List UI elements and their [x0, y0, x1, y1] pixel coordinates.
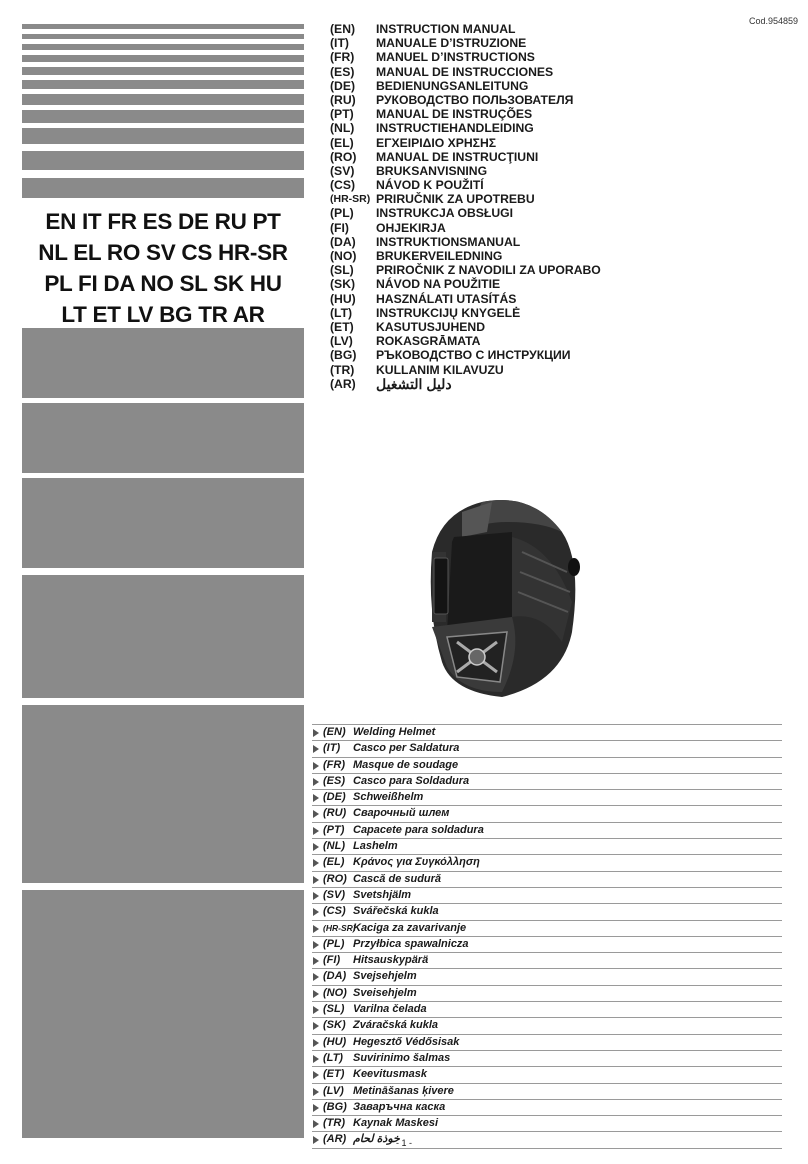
manual-title-row	[330, 292, 601, 306]
gray-panel	[22, 890, 304, 1138]
manual-title-row	[330, 22, 601, 36]
language-code: (IT)	[330, 36, 349, 51]
triangle-arrow-icon	[313, 908, 319, 916]
language-line: LT ET LV BG TR AR	[61, 302, 265, 327]
language-code: (FR)	[330, 50, 355, 65]
product-name-row	[312, 986, 782, 1002]
language-code: (EN)	[323, 726, 346, 738]
manual-title-row	[330, 348, 601, 362]
product-name: Przyłbica spawalnicza	[353, 937, 469, 950]
manual-title: NÁVOD K POUŽITÍ	[376, 178, 484, 193]
manual-title: ROKASGRĀMATA	[376, 334, 481, 349]
product-name-row	[312, 823, 782, 839]
product-name: Casco per Saldatura	[353, 742, 460, 755]
product-name: Svejsehjelm	[353, 970, 417, 983]
product-name-row	[312, 741, 782, 757]
product-name: Svetshjälm	[353, 888, 412, 901]
triangle-arrow-icon	[313, 1055, 319, 1063]
product-name-row	[312, 839, 782, 855]
product-name-row	[312, 724, 782, 741]
manual-title: INSTRUCTION MANUAL	[376, 22, 516, 36]
product-name-row	[312, 888, 782, 904]
gray-panel	[22, 478, 304, 568]
product-name-row	[312, 1067, 782, 1083]
language-code: (RO)	[330, 149, 357, 164]
triangle-arrow-icon	[313, 957, 319, 965]
welding-helmet-image	[412, 492, 592, 704]
manual-title: MANUALE D’ISTRUZIONE	[376, 36, 527, 51]
manual-title-row	[330, 334, 601, 348]
triangle-arrow-icon	[313, 810, 319, 818]
manual-title-row	[330, 79, 601, 93]
manual-title: INSTRUKTIONSMANUAL	[376, 234, 521, 249]
product-name-row	[312, 1051, 782, 1067]
triangle-arrow-icon	[313, 778, 319, 786]
triangle-arrow-icon	[313, 925, 319, 933]
product-name-row	[312, 969, 782, 985]
manual-title-row	[330, 164, 601, 178]
manual-title: MANUAL DE INSTRUCCIONES	[376, 64, 554, 79]
language-code: (BG)	[323, 1100, 347, 1113]
manual-title: MANUAL DE INSTRUCŢIUNI	[376, 149, 539, 164]
product-name-row	[312, 1084, 782, 1100]
language-line: PL FI DA NO SL SK HU	[44, 271, 282, 296]
triangle-arrow-icon	[313, 827, 319, 835]
manual-title: PRIRUČNIK ZA UPOTREBU	[376, 192, 535, 207]
gray-panel	[22, 403, 304, 473]
triangle-arrow-icon	[313, 762, 319, 770]
product-name: Varilna čelada	[353, 1003, 427, 1016]
product-name: Κράνος για Συγκόλληση	[353, 856, 480, 869]
manual-title: OHJEKIRJA	[376, 220, 446, 235]
language-line: NL EL RO SV CS HR-SR	[38, 240, 288, 265]
manual-title: BRUKERVEILEDNING	[376, 249, 503, 263]
triangle-arrow-icon	[313, 859, 319, 867]
language-code: (PL)	[323, 937, 345, 950]
triangle-arrow-icon	[313, 729, 319, 737]
manual-title-row	[330, 206, 601, 220]
language-code: (EL)	[323, 856, 345, 869]
product-name: خوذة لحام	[353, 1133, 400, 1146]
triangle-arrow-icon	[313, 1006, 319, 1014]
product-name-row	[312, 1100, 782, 1116]
language-code: (ES)	[330, 64, 355, 79]
language-code: (LT)	[323, 1051, 343, 1064]
manual-title-row	[330, 320, 601, 334]
manual-title-row	[330, 178, 601, 192]
manual-titles-list	[330, 22, 601, 391]
manual-title: ΕΓΧΕΙΡΙΔΙΟ ΧΡΗΣΗΣ	[376, 135, 497, 150]
language-code: (NL)	[330, 121, 355, 136]
manual-title: РУКОВОДСТВО ПОЛЬЗОВАТЕЛЯ	[376, 92, 574, 107]
language-code: (PT)	[330, 107, 354, 122]
product-name: Casco para Soldadura	[353, 774, 470, 787]
manual-title: KULLANIM KILAVUZU	[376, 362, 504, 377]
product-name: Kaciga za zavarivanje	[353, 921, 467, 934]
language-code: (PT)	[323, 823, 345, 836]
language-line: EN IT FR ES DE RU PT	[45, 209, 281, 234]
product-names-list	[312, 724, 782, 1149]
language-code: (SK)	[323, 1019, 346, 1032]
product-name-row	[312, 758, 782, 774]
language-codes-block	[22, 206, 304, 330]
triangle-arrow-icon	[313, 1104, 319, 1112]
language-code: (TR)	[330, 362, 355, 377]
language-code: (RU)	[330, 92, 356, 107]
product-name: Schweißhelm	[353, 791, 424, 804]
product-name: Сварочный шлем	[353, 807, 450, 820]
product-name-row	[312, 1018, 782, 1034]
language-code: (ET)	[330, 319, 354, 334]
manual-title-row	[330, 107, 601, 121]
product-name: Lashelm	[353, 840, 398, 853]
product-name: Sveisehjelm	[353, 986, 417, 999]
product-name-row	[312, 790, 782, 806]
language-code: (SL)	[330, 263, 354, 278]
triangle-arrow-icon	[313, 1088, 319, 1096]
manual-title-row	[330, 306, 601, 320]
manual-title: РЪКОВОДСТВО С ИНСТРУКЦИИ	[376, 348, 571, 363]
language-code: (CS)	[323, 905, 346, 918]
language-code: (IT)	[323, 742, 341, 755]
product-name-row	[312, 937, 782, 953]
triangle-arrow-icon	[313, 745, 319, 753]
product-name: Заваръчна каска	[353, 1100, 446, 1113]
triangle-arrow-icon	[313, 1022, 319, 1030]
language-code: (CS)	[330, 178, 356, 193]
product-name: Welding Helmet	[353, 726, 436, 738]
language-code: (NO)	[323, 986, 347, 999]
product-name: Capacete para soldadura	[353, 823, 484, 836]
language-code: (SV)	[323, 888, 345, 901]
language-code: (HR-SR)	[323, 922, 356, 933]
product-name-row	[312, 1002, 782, 1018]
manual-title-row	[330, 93, 601, 107]
manual-title: INSTRUKCIJŲ KNYGELĖ	[376, 305, 521, 320]
triangle-arrow-icon	[313, 843, 319, 851]
triangle-arrow-icon	[313, 876, 319, 884]
triangle-arrow-icon	[313, 941, 319, 949]
product-name: Kaynak Maskesi	[353, 1117, 438, 1130]
triangle-arrow-icon	[313, 990, 319, 998]
language-code: (EL)	[330, 135, 354, 150]
product-name: Zváračská kukla	[353, 1019, 439, 1032]
product-name-row	[312, 872, 782, 888]
language-code: (EN)	[330, 22, 356, 36]
manual-title-row	[330, 192, 601, 206]
product-name: Svářečská kukla	[353, 905, 439, 918]
triangle-arrow-icon	[313, 892, 319, 900]
manual-title-row	[330, 363, 601, 377]
language-code: (HR-SR)	[330, 193, 371, 206]
manual-title-row	[330, 136, 601, 150]
language-code: (BG)	[330, 348, 357, 363]
manual-title: BRUKSANVISNING	[376, 163, 488, 178]
manual-title-row	[330, 377, 601, 391]
language-code: (NO)	[330, 249, 357, 263]
document-code: Cod.954859	[748, 16, 798, 26]
language-code: (ES)	[323, 774, 345, 787]
language-code: (SL)	[323, 1003, 345, 1016]
gray-panel	[22, 328, 304, 398]
language-code: (SK)	[330, 277, 356, 292]
manual-title: BEDIENUNGSANLEITUNG	[376, 78, 529, 93]
language-code: (TR)	[323, 1117, 345, 1130]
language-code: (RO)	[323, 872, 347, 885]
language-code: (HU)	[330, 291, 356, 306]
product-name-row	[312, 904, 782, 920]
manual-title: MANUEL D’INSTRUCTIONS	[376, 50, 535, 65]
manual-title-row	[330, 277, 601, 291]
product-name: Masque de soudage	[353, 758, 459, 771]
product-name: Metināšanas ķivere	[353, 1084, 454, 1097]
manual-title: دليل التشغيل	[376, 375, 452, 392]
manual-title-row	[330, 121, 601, 135]
product-name: Suvirinimo šalmas	[353, 1051, 451, 1064]
language-code: (FI)	[323, 954, 341, 967]
language-code: (SV)	[330, 163, 355, 178]
manual-title: INSTRUKCJA OBSŁUGI	[376, 206, 514, 221]
gray-panel	[22, 575, 304, 698]
manual-title-row	[330, 235, 601, 249]
manual-title: INSTRUCTIEHANDLEIDING	[376, 121, 534, 136]
manual-title-row	[330, 263, 601, 277]
gray-panel	[22, 705, 304, 883]
language-code: (LT)	[330, 305, 353, 320]
manual-title-row	[330, 150, 601, 164]
manual-title: MANUAL DE INSTRUÇÕES	[376, 107, 533, 122]
language-code: (DA)	[323, 970, 347, 983]
product-name: Hitsauskypärä	[353, 954, 429, 967]
manual-title: PRIROČNIK Z NAVODILI ZA UPORABO	[376, 263, 601, 278]
language-code: (LV)	[330, 334, 353, 349]
language-code: (AR)	[323, 1133, 347, 1146]
triangle-arrow-icon	[313, 1039, 319, 1047]
language-code: (DE)	[323, 791, 346, 804]
manual-title: KASUTUSJUHEND	[376, 319, 486, 334]
triangle-arrow-icon	[313, 794, 319, 802]
product-name-row	[312, 921, 782, 937]
language-code: (DA)	[330, 234, 356, 249]
manual-title-row	[330, 50, 601, 64]
manual-title-row	[330, 249, 601, 263]
product-name-row	[312, 855, 782, 871]
manual-title-row	[330, 221, 601, 235]
product-name-row	[312, 806, 782, 822]
product-name-row	[312, 1035, 782, 1051]
manual-title-row	[330, 65, 601, 79]
triangle-arrow-icon	[313, 1120, 319, 1128]
product-name: Hegesztő Védősisak	[353, 1035, 460, 1048]
language-code: (ET)	[323, 1068, 345, 1081]
product-name-row	[312, 774, 782, 790]
language-code: (PL)	[330, 206, 354, 221]
language-code: (HU)	[323, 1035, 347, 1048]
language-code: (FR)	[323, 758, 345, 771]
manual-title: HASZNÁLATI UTASÍTÁS	[376, 291, 517, 306]
manual-title: NÁVOD NA POUŽITIE	[376, 277, 501, 292]
triangle-arrow-icon	[313, 973, 319, 981]
product-name-row	[312, 1116, 782, 1132]
language-code: (DE)	[330, 78, 356, 93]
language-code: (LV)	[323, 1084, 344, 1097]
language-code: (NL)	[323, 840, 345, 853]
product-name: Cască de sudură	[353, 872, 442, 885]
triangle-arrow-icon	[313, 1071, 319, 1079]
product-name-row	[312, 953, 782, 969]
product-name: Keevitusmask	[353, 1068, 427, 1081]
page-number: - 1 -	[395, 1138, 412, 1148]
manual-title-row	[330, 36, 601, 50]
language-code: (RU)	[323, 807, 347, 820]
language-code: (FI)	[330, 220, 349, 235]
language-code: (AR)	[330, 376, 356, 391]
